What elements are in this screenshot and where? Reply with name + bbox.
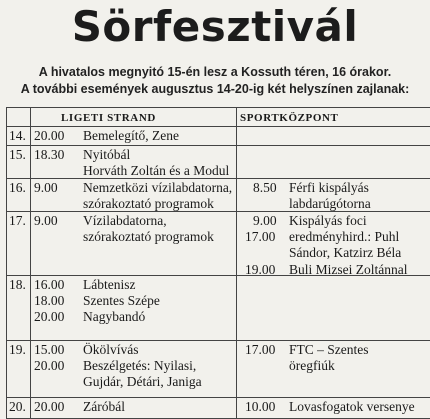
row-divider xyxy=(7,145,430,146)
header-ligeti: LIGETI STRAND xyxy=(61,112,156,124)
ligeti-time: 20.00 xyxy=(34,399,65,414)
ligeti-event: Gujdár, Détári, Janiga xyxy=(83,374,202,390)
row-divider xyxy=(7,126,430,127)
sport-event: Lovasfogatok versenye xyxy=(289,399,415,414)
ligeti-event: szórakoztató programok xyxy=(83,229,214,245)
day-label: 17. xyxy=(9,213,26,228)
ligeti-event: Záróbál xyxy=(83,399,125,414)
ligeti-time: 16.00 xyxy=(34,277,65,292)
day-label: 14. xyxy=(9,128,26,143)
intro-line-2: A további események augusztus 14-20-ig két helyszínen zajlanak: xyxy=(20,82,410,96)
sport-event: FTC – Szentes xyxy=(289,342,369,357)
ligeti-time: 18.00 xyxy=(34,293,65,309)
ligeti-event: Beszélgetés: Nyilasi, xyxy=(83,358,197,374)
row-divider xyxy=(7,211,430,212)
sport-event: öregfiúk xyxy=(289,358,335,374)
sport-time: 9.00 xyxy=(253,213,277,228)
sport-event: Sándor, Katzirz Béla xyxy=(289,245,402,261)
row-divider xyxy=(7,275,430,276)
sport-time: 10.00 xyxy=(245,399,276,414)
column-divider xyxy=(236,108,237,418)
sport-event: Buli Mizsei Zoltánnal xyxy=(289,261,408,277)
sport-time: 17.00 xyxy=(245,229,276,245)
ligeti-event: szórakoztató programok xyxy=(83,196,214,212)
row-divider xyxy=(7,397,430,398)
ligeti-time: 20.00 xyxy=(34,358,65,374)
ligeti-event: Nemzetközi vízilabdatorna, xyxy=(83,180,233,195)
ligeti-event: Bemelegítő, Zene xyxy=(83,128,179,143)
sport-time: 19.00 xyxy=(245,261,276,277)
ligeti-event: Nagybandó xyxy=(83,309,146,325)
ligeti-time: 15.00 xyxy=(34,342,65,357)
ligeti-time: 18.30 xyxy=(34,147,65,162)
sport-time: 8.50 xyxy=(253,180,277,195)
ligeti-time: 20.00 xyxy=(34,309,65,325)
day-label: 15. xyxy=(9,147,26,162)
row-divider xyxy=(7,340,430,341)
ligeti-event: Vízilabdatorna, xyxy=(83,213,167,228)
sport-event: labdarúgótorna xyxy=(289,196,371,212)
header-sport: SPORTKÖZPONT xyxy=(240,112,339,124)
day-label: 18. xyxy=(9,277,26,292)
ligeti-event: Nyitóbál xyxy=(83,147,131,162)
sport-time: 17.00 xyxy=(245,342,276,357)
ligeti-time: 20.00 xyxy=(34,128,65,143)
ligeti-time: 9.00 xyxy=(34,180,58,195)
sport-event: Kispályás foci xyxy=(289,213,367,228)
sport-event: Férfi kispályás xyxy=(289,180,369,195)
ligeti-event: Lábtenisz xyxy=(83,277,136,292)
ligeti-event: Ökölvívás xyxy=(83,342,139,357)
day-label: 20. xyxy=(9,399,26,414)
day-label: 19. xyxy=(9,342,26,357)
intro-text xyxy=(0,64,430,98)
ligeti-event: Horváth Zoltán és a Modul xyxy=(83,163,230,179)
schedule-table xyxy=(6,107,430,419)
row-divider xyxy=(7,178,430,179)
page-title: Sörfesztivál xyxy=(71,2,359,51)
ligeti-event: Szentes Szépe xyxy=(83,293,160,309)
sport-event: eredményhird.: Puhl xyxy=(289,229,400,245)
day-label: 16. xyxy=(9,180,26,195)
intro-line-1: A hivatalos megnyitó 15-én lesz a Kossuth téren, 16 órakor. xyxy=(38,65,392,79)
ligeti-time: 9.00 xyxy=(34,213,58,228)
column-divider xyxy=(30,108,31,418)
